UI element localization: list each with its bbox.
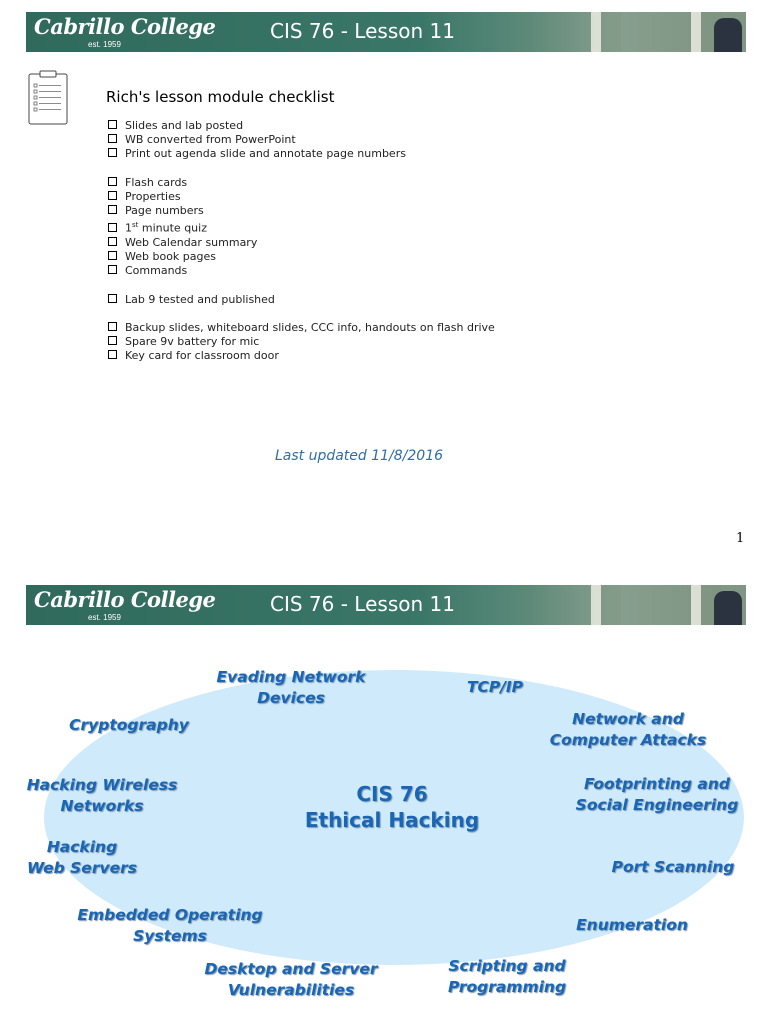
banner-person-figure <box>714 591 742 625</box>
checklist-item-quiz: 1st minute quiz <box>108 218 495 236</box>
page-number: 1 <box>736 531 745 546</box>
checkbox-icon <box>108 205 117 214</box>
checklist-item: Page numbers <box>108 204 495 218</box>
checkbox-icon <box>108 322 117 331</box>
slide-2 <box>0 585 768 1024</box>
topic-cryptography: Cryptography <box>69 716 189 734</box>
course-title: CIS 76 Ethical Hacking <box>304 782 480 832</box>
college-est: est. 1959 <box>88 613 121 622</box>
checklist-title: Rich's lesson module checklist <box>106 88 335 106</box>
checkbox-icon <box>108 251 117 260</box>
topic-desktop-server-vulnerabilities: Desktop and Server Vulnerabilities <box>204 960 378 999</box>
topic-tcp-ip: TCP/IP <box>466 678 524 696</box>
checkbox-icon <box>108 177 117 186</box>
checkbox-icon <box>108 148 117 157</box>
banner-person-figure <box>714 18 742 52</box>
topic-port-scanning: Port Scanning <box>611 858 735 876</box>
topic-enumeration: Enumeration <box>576 916 688 934</box>
clipboard-icon <box>28 70 68 125</box>
topic-embedded-operating-systems: Embedded Operating Systems <box>77 906 263 945</box>
topic-scripting-programming: Scripting and Programming <box>447 957 567 996</box>
topic-network-computer-attacks: Network and Computer Attacks <box>549 710 707 749</box>
last-updated: Last updated 11/8/2016 <box>274 448 444 464</box>
checkbox-icon <box>108 191 117 200</box>
topic-hacking-web-servers: Hacking Web Servers <box>27 838 137 877</box>
checklist-item: Slides and lab posted <box>108 119 495 133</box>
topic-hacking-wireless-networks: Hacking Wireless Networks <box>26 776 178 815</box>
topic-footprinting-social-engineering: Footprinting and Social Engineering <box>575 775 739 814</box>
checkbox-icon <box>108 265 117 274</box>
checklist-item: Properties <box>108 190 495 204</box>
banner-photo <box>521 12 746 52</box>
checklist-item: Print out agenda slide and annotate page numbers <box>108 147 495 161</box>
checklist-item: Flash cards <box>108 176 495 190</box>
header-banner <box>26 12 746 52</box>
topic-evading-network-devices: Evading Network Devices <box>216 668 366 707</box>
checkbox-icon <box>108 350 117 359</box>
checklist-item: Lab 9 tested and published <box>108 293 495 307</box>
checklist-item: Web book pages <box>108 250 495 264</box>
checklist-item: Key card for classroom door <box>108 349 495 363</box>
checklist <box>108 119 495 364</box>
banner-photo <box>521 585 746 625</box>
college-logo: Cabrillo College <box>34 587 216 612</box>
college-est: est. 1959 <box>88 40 121 49</box>
checkbox-icon <box>108 134 117 143</box>
checkbox-icon <box>108 294 117 303</box>
college-logo: Cabrillo College <box>34 14 216 39</box>
checklist-item: Spare 9v battery for mic <box>108 335 495 349</box>
lesson-title: CIS 76 - Lesson 11 <box>270 19 455 43</box>
checklist-item: Backup slides, whiteboard slides, CCC info, handouts on flash drive <box>108 321 495 335</box>
lesson-title: CIS 76 - Lesson 11 <box>270 592 455 616</box>
checkbox-icon <box>108 223 117 232</box>
checklist-item: WB converted from PowerPoint <box>108 133 495 147</box>
header-banner <box>26 585 746 625</box>
checkbox-icon <box>108 120 117 129</box>
checkbox-icon <box>108 237 117 246</box>
checklist-item: Commands <box>108 264 495 278</box>
checklist-item: Web Calendar summary <box>108 236 495 250</box>
checkbox-icon <box>108 336 117 345</box>
